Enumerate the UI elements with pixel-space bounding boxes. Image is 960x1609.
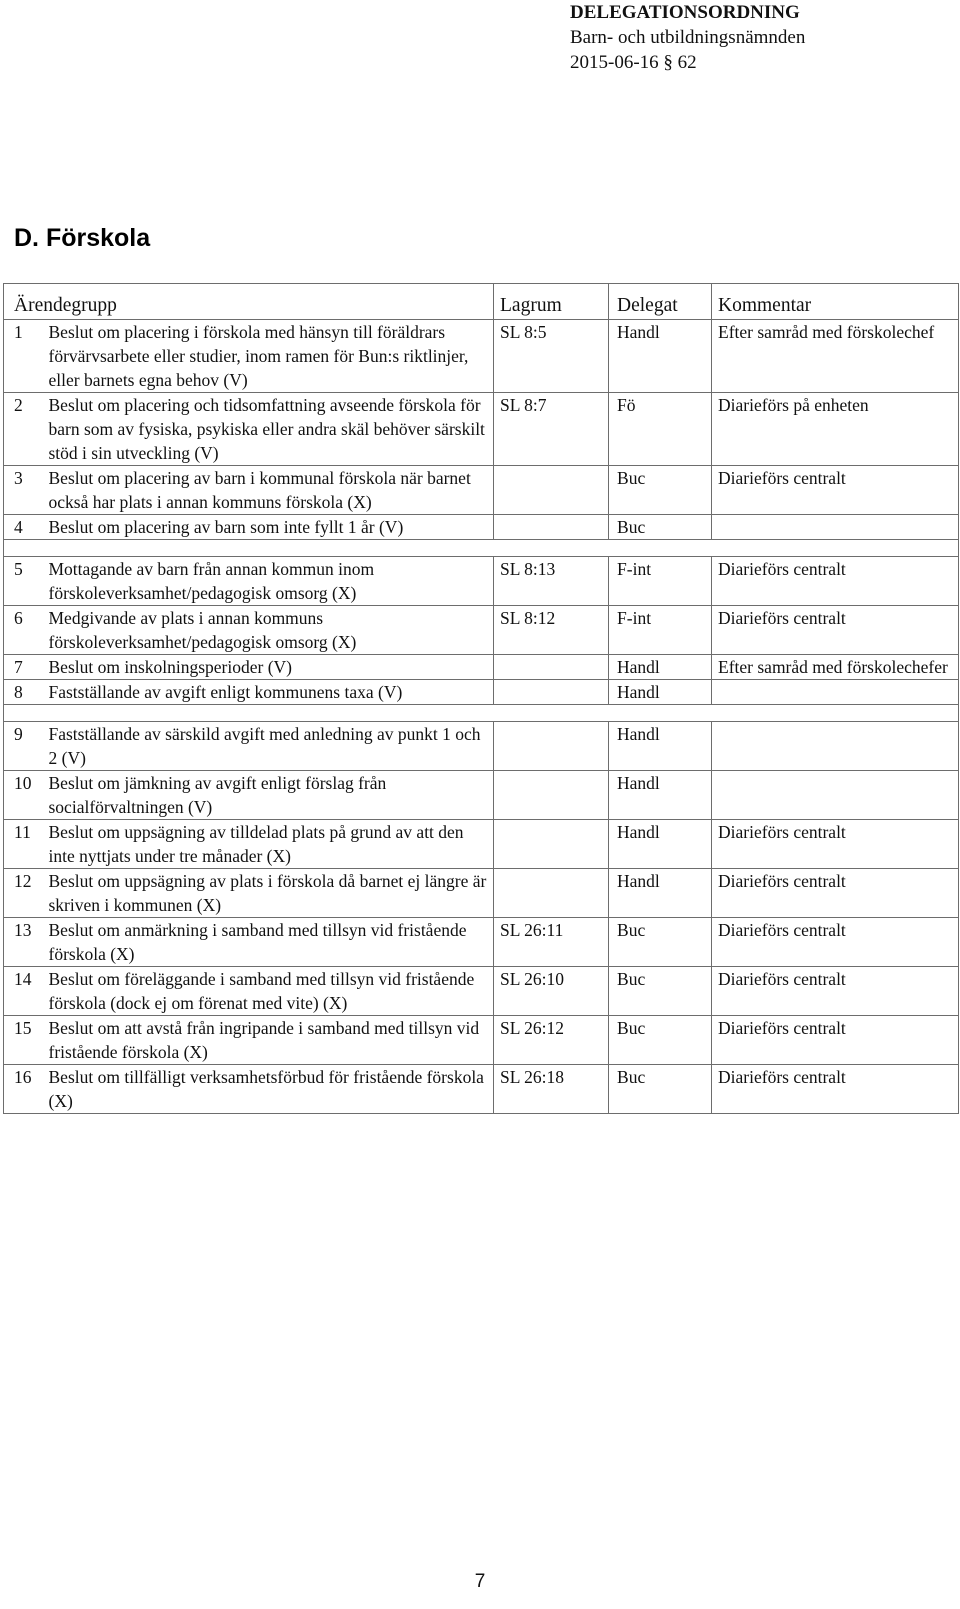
table-row — [4, 1065, 959, 1114]
row-lagrum: SL 26:12 — [494, 1016, 609, 1065]
table-row — [4, 466, 959, 515]
row-delegat: Buc — [609, 967, 712, 1016]
row-number: 16 — [4, 1065, 49, 1114]
row-number: 12 — [4, 869, 49, 918]
column-header-lagrum: Lagrum — [494, 284, 609, 320]
row-kommentar — [712, 722, 959, 771]
delegation-table — [3, 283, 959, 1114]
row-lagrum: SL 26:18 — [494, 1065, 609, 1114]
row-delegat: F-int — [609, 606, 712, 655]
row-lagrum — [494, 771, 609, 820]
row-description: Beslut om placering av barn som inte fyllt 1 år (V) — [49, 515, 494, 540]
row-lagrum — [494, 820, 609, 869]
table-row — [4, 655, 959, 680]
row-kommentar — [712, 771, 959, 820]
table-row — [4, 820, 959, 869]
row-description: Fastställande av avgift enligt kommunens taxa (V) — [49, 680, 494, 705]
row-kommentar: Diarieförs på enheten — [712, 393, 959, 466]
table-header-row — [4, 284, 959, 320]
row-description: Mottagande av barn från annan kommun inom förskoleverksamhet/pedagogisk omsorg (X) — [49, 557, 494, 606]
table-row — [4, 918, 959, 967]
row-delegat: Handl — [609, 722, 712, 771]
row-number: 5 — [4, 557, 49, 606]
row-number: 8 — [4, 680, 49, 705]
row-number: 15 — [4, 1016, 49, 1065]
row-lagrum — [494, 722, 609, 771]
table-row — [4, 515, 959, 540]
row-lagrum: SL 8:13 — [494, 557, 609, 606]
row-description: Beslut om att avstå från ingripande i samband med tillsyn vid fristående förskola (X) — [49, 1016, 494, 1065]
row-number: 10 — [4, 771, 49, 820]
document-title: DELEGATIONSORDNING — [570, 2, 800, 23]
table-row — [4, 680, 959, 705]
table-row — [4, 869, 959, 918]
row-lagrum: SL 8:12 — [494, 606, 609, 655]
row-lagrum: SL 26:11 — [494, 918, 609, 967]
row-number: 7 — [4, 655, 49, 680]
row-kommentar: Diarieförs centralt — [712, 1065, 959, 1114]
page-number: 7 — [474, 1571, 486, 1592]
row-description: Beslut om placering av barn i kommunal förskola när barnet också har plats i annan kommuns förskola (X) — [49, 466, 494, 515]
table-row — [4, 771, 959, 820]
table-row — [4, 320, 959, 393]
row-number: 3 — [4, 466, 49, 515]
table-row — [4, 606, 959, 655]
row-delegat: Handl — [609, 680, 712, 705]
row-description: Beslut om jämkning av avgift enligt förslag från socialförvaltningen (V) — [49, 771, 494, 820]
committee-name: Barn- och utbildningsnämnden — [570, 27, 806, 48]
spacer-cell — [4, 705, 959, 722]
row-description: Beslut om uppsägning av tilldelad plats på grund av att den inte nyttjats under tre månader (X) — [49, 820, 494, 869]
row-number: 11 — [4, 820, 49, 869]
row-description: Beslut om uppsägning av plats i förskola då barnet ej längre är skriven i kommunen (X) — [49, 869, 494, 918]
table-row — [4, 1016, 959, 1065]
row-delegat: Handl — [609, 820, 712, 869]
table-spacer-row — [4, 540, 959, 557]
row-description: Beslut om placering och tidsomfattning avseende förskola för barn som av fysiska, psykiska eller andra skäl behöver särskilt stöd i sin utveckling (V) — [49, 393, 494, 466]
row-delegat: Buc — [609, 515, 712, 540]
row-lagrum — [494, 655, 609, 680]
row-lagrum — [494, 515, 609, 540]
row-kommentar: Diarieförs centralt — [712, 466, 959, 515]
table-spacer-row — [4, 705, 959, 722]
row-lagrum — [494, 466, 609, 515]
row-description: Beslut om inskolningsperioder (V) — [49, 655, 494, 680]
row-delegat: Fö — [609, 393, 712, 466]
row-kommentar — [712, 515, 959, 540]
row-kommentar: Diarieförs centralt — [712, 918, 959, 967]
section-title: D. Förskola — [14, 224, 151, 252]
row-description: Beslut om tillfälligt verksamhetsförbud för fristående förskola (X) — [49, 1065, 494, 1114]
row-number: 4 — [4, 515, 49, 540]
row-number: 6 — [4, 606, 49, 655]
row-delegat: Handl — [609, 655, 712, 680]
row-lagrum: SL 8:5 — [494, 320, 609, 393]
row-delegat: Handl — [609, 771, 712, 820]
row-number: 2 — [4, 393, 49, 466]
row-description: Medgivande av plats i annan kommuns förskoleverksamhet/pedagogisk omsorg (X) — [49, 606, 494, 655]
row-description: Beslut om placering i förskola med hänsyn till föräldrars förvärvsarbete eller studier, inom ramen för Bun:s riktlinjer, eller barnets egna behov (V) — [49, 320, 494, 393]
row-delegat: Buc — [609, 1016, 712, 1065]
row-kommentar: Diarieförs centralt — [712, 557, 959, 606]
decision-date: 2015-06-16 § 62 — [570, 52, 697, 73]
spacer-cell — [4, 540, 959, 557]
row-description: Beslut om föreläggande i samband med tillsyn vid fristående förskola (dock ej om förenat med vite) (X) — [49, 967, 494, 1016]
row-kommentar: Efter samråd med förskolechefer — [712, 655, 959, 680]
row-kommentar — [712, 680, 959, 705]
row-description: Fastställande av särskild avgift med anledning av punkt 1 och 2 (V) — [49, 722, 494, 771]
row-lagrum: SL 8:7 — [494, 393, 609, 466]
row-description: Beslut om anmärkning i samband med tillsyn vid fristående förskola (X) — [49, 918, 494, 967]
row-number: 14 — [4, 967, 49, 1016]
row-kommentar: Efter samråd med förskolechef — [712, 320, 959, 393]
row-kommentar: Diarieförs centralt — [712, 869, 959, 918]
row-delegat: F-int — [609, 557, 712, 606]
row-kommentar: Diarieförs centralt — [712, 967, 959, 1016]
row-delegat: Buc — [609, 1065, 712, 1114]
row-delegat: Buc — [609, 918, 712, 967]
table-row — [4, 393, 959, 466]
row-lagrum — [494, 680, 609, 705]
column-header-arendegrupp: Ärendegrupp — [4, 284, 494, 320]
row-kommentar: Diarieförs centralt — [712, 606, 959, 655]
table-row — [4, 967, 959, 1016]
row-number: 9 — [4, 722, 49, 771]
document-header — [570, 0, 805, 75]
table-row — [4, 722, 959, 771]
row-number: 1 — [4, 320, 49, 393]
row-number: 13 — [4, 918, 49, 967]
row-kommentar: Diarieförs centralt — [712, 1016, 959, 1065]
column-header-kommentar: Kommentar — [712, 284, 959, 320]
row-delegat: Handl — [609, 869, 712, 918]
row-lagrum — [494, 869, 609, 918]
row-kommentar: Diarieförs centralt — [712, 820, 959, 869]
row-lagrum: SL 26:10 — [494, 967, 609, 1016]
table-row — [4, 557, 959, 606]
row-delegat: Handl — [609, 320, 712, 393]
column-header-delegat: Delegat — [609, 284, 712, 320]
row-delegat: Buc — [609, 466, 712, 515]
